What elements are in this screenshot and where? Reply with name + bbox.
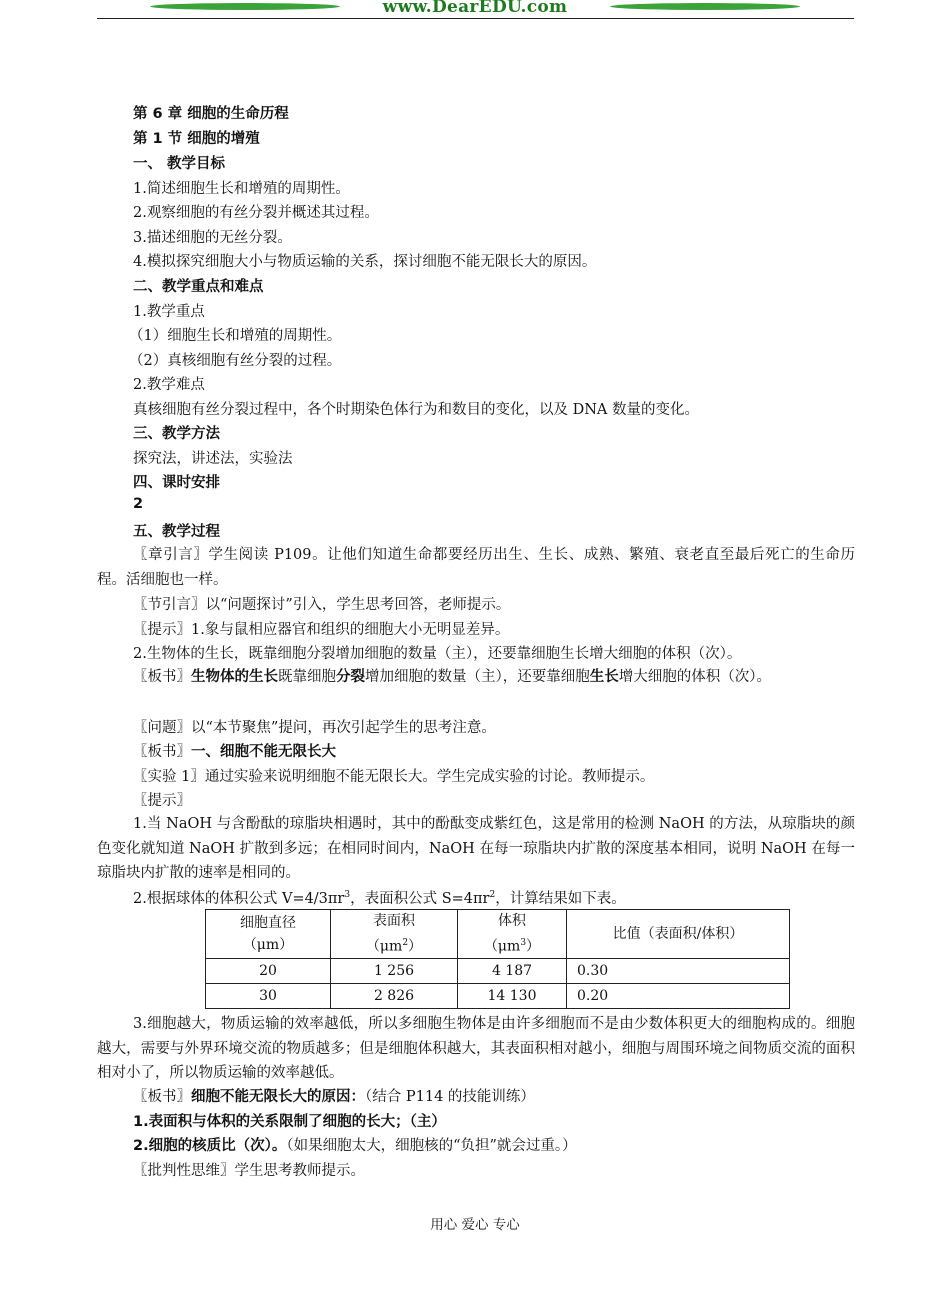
objective-1: 1.简述细胞生长和增殖的周期性。 bbox=[133, 181, 350, 197]
reason-1: 1.表面积与体积的关系限制了细胞的长大；（主） bbox=[133, 1114, 446, 1130]
chapter-intro-paragraph: 〖章引言〗学生阅读 P109。让他们知道生命都要经历出生、生长、成熟、繁殖、衰老直至最后死亡的生命历程。活细胞也一样。 bbox=[97, 547, 855, 588]
key-points-label: 1.教学重点 bbox=[133, 304, 205, 320]
heading-methods: 三、教学方法 bbox=[133, 426, 220, 442]
cell-size-table bbox=[205, 909, 790, 1009]
page-footer: 用心 爱心 专心 bbox=[430, 1217, 520, 1233]
formula-line: 2.根据球体的体积公式 $V=4/3\pi r^3$，表面积公式 $S=4\pi r^2$，计算结果如下表。 bbox=[133, 890, 626, 907]
cell-diameter: 30 bbox=[206, 984, 331, 1009]
difficulty-text: 真核细胞有丝分裂过程中，各个时期染色体行为和数目的变化，以及 DNA 数量的变化。 bbox=[133, 402, 699, 418]
cell-volume: 4 187 bbox=[458, 959, 567, 984]
reason-2: 2.细胞的核质比（次）。（如果细胞太大，细胞核的“负担”就会过重。） bbox=[133, 1138, 577, 1154]
header-divider bbox=[97, 18, 854, 19]
cell-ratio: 0.20 bbox=[567, 984, 790, 1009]
hint-2: 2.生物体的生长，既靠细胞分裂增加细胞的数量（主），还要靠细胞生长增大细胞的体积（次）。 bbox=[133, 646, 742, 662]
objective-2: 2.观察细胞的有丝分裂并概述其过程。 bbox=[133, 205, 379, 221]
cell-ratio: 0.30 bbox=[567, 959, 790, 984]
board-heading-1: 〖板书〗一、细胞不能无限长大 bbox=[133, 744, 336, 760]
cell-surface: 2 826 bbox=[331, 984, 458, 1009]
experiment-explanation: 1.当 NaOH 与含酚酞的琼脂块相遇时，其中的酚酞变成紫红色，这是常用的检测 NaOH 的方法，从琼脂块的颜色变化就知道 NaOH 扩散到多远；在相同时间内，NaOH 在每一琼脂块内扩散的深度基本相同，说明 NaOH 在每一琼脂块内扩散的速率是相同的。 bbox=[97, 816, 855, 881]
header-banner bbox=[150, 0, 800, 20]
col-header-volume: 体积 $(\mu m^3)$ bbox=[458, 910, 567, 959]
objective-4: 4.模拟探究细胞大小与物质运输的关系，探讨细胞不能无限长大的原因。 bbox=[133, 254, 597, 270]
heading-process: 五、教学过程 bbox=[133, 524, 220, 540]
col-header-ratio: 比值（表面积/体积） bbox=[567, 910, 790, 959]
heading-objectives: 一、 教学目标 bbox=[133, 156, 226, 172]
cell-surface: 1 256 bbox=[331, 959, 458, 984]
experiment-1: 〖实验 1〗通过实验来说明细胞不能无限长大。学生完成实验的讨论。教师提示。 bbox=[133, 769, 655, 785]
cell-diameter: 20 bbox=[206, 959, 331, 984]
key-point-1: （1）细胞生长和增殖的周期性。 bbox=[129, 328, 342, 344]
hint-1: 〖提示〗1.象与鼠相应器官和组织的细胞大小无明显差异。 bbox=[133, 622, 510, 638]
brand-logo-text: www.DearEDU.com bbox=[382, 0, 568, 17]
table-header-row bbox=[206, 910, 790, 959]
schedule-value: 2 bbox=[133, 496, 144, 512]
section-intro: 〖节引言〗以“问题探讨”引入，学生思考回答，老师提示。 bbox=[133, 597, 511, 613]
key-point-2: （2）真核细胞有丝分裂的过程。 bbox=[129, 353, 342, 369]
methods-text: 探究法，讲述法，实验法 bbox=[133, 451, 293, 467]
board-reasons: 〖板书〗细胞不能无限长大的原因：（结合 P114 的技能训练） bbox=[133, 1089, 535, 1105]
conclusion-paragraph: 3.细胞越大，物质运输的效率越低，所以多细胞生物体是由许多细胞而不是由少数体积更大的细胞构成的。细胞越大，需要与外界环境交流的物质越多；但是细胞体积越大，其表面积相对越小，细胞与周围环境之间物质交流的面积相对小了，所以物质运输的效率越低。 bbox=[97, 1016, 855, 1081]
objective-3: 3.描述细胞的无丝分裂。 bbox=[133, 230, 292, 246]
section-title: 第 1 节 细胞的增殖 bbox=[133, 131, 260, 147]
col-header-diameter: 细胞直径 （μm） bbox=[206, 910, 331, 959]
col-header-surface: 表面积 $(\mu m^2)$ bbox=[331, 910, 458, 959]
heading-schedule: 四、课时安排 bbox=[133, 475, 220, 491]
difficulty-label: 2.教学难点 bbox=[133, 377, 205, 393]
critical-thinking: 〖批判性思维〗学生思考教师提示。 bbox=[133, 1163, 365, 1179]
heading-key-points: 二、教学重点和难点 bbox=[133, 279, 264, 295]
hint-label: 〖提示〗 bbox=[133, 793, 191, 809]
table-row bbox=[206, 984, 790, 1009]
table-row bbox=[206, 959, 790, 984]
cell-volume: 14 130 bbox=[458, 984, 567, 1009]
board-note-growth: 〖板书〗生物体的生长既靠细胞分裂增加细胞的数量（主），还要靠细胞生长增大细胞的体积（次）。 bbox=[133, 669, 771, 685]
chapter-title: 第 6 章 细胞的生命历程 bbox=[133, 106, 289, 122]
question-line: 〖问题〗以“本节聚焦”提问，再次引起学生的思考注意。 bbox=[133, 720, 496, 736]
